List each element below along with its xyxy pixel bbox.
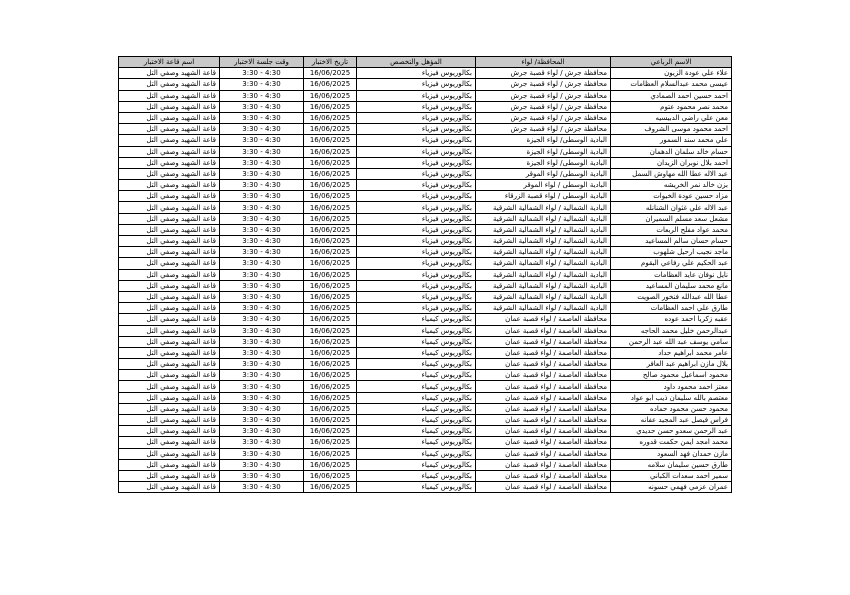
exam-time-cell: 3:30 - 4:30 bbox=[220, 403, 304, 414]
exam-hall-cell: قاعة الشهيد وصفي التل bbox=[119, 224, 220, 235]
qualification-cell: بكالوريوس كيمياء bbox=[357, 325, 476, 336]
exam-date-cell: 16/06/2025 bbox=[304, 415, 357, 426]
table-row bbox=[119, 168, 732, 179]
governorate-cell: البادية الشمالية / لواء الشمالية الشرقية bbox=[476, 269, 611, 280]
exam-hall-cell: قاعة الشهيد وصفي التل bbox=[119, 303, 220, 314]
exam-hall-cell: قاعة الشهيد وصفي التل bbox=[119, 124, 220, 135]
governorate-cell: محافظة العاصمة / لواء قصبة عمان bbox=[476, 370, 611, 381]
table-row bbox=[119, 291, 732, 302]
qualification-cell: بكالوريوس كيمياء bbox=[357, 381, 476, 392]
exam-schedule-table bbox=[118, 56, 732, 493]
exam-time-cell: 3:30 - 4:30 bbox=[220, 157, 304, 168]
governorate-cell: محافظة العاصمة / لواء قصبة عمان bbox=[476, 459, 611, 470]
qualification-cell: بكالوريوس كيمياء bbox=[357, 437, 476, 448]
exam-hall-cell: قاعة الشهيد وصفي التل bbox=[119, 280, 220, 291]
table-row bbox=[119, 303, 732, 314]
exam-hall-cell: قاعة الشهيد وصفي التل bbox=[119, 90, 220, 101]
qualification-cell: بكالوريوس فيزياء bbox=[357, 101, 476, 112]
full-name-cell: عبد الاله عطا الله مهاوش السمل bbox=[611, 168, 732, 179]
table-row bbox=[119, 269, 732, 280]
exam-date-cell: 16/06/2025 bbox=[304, 336, 357, 347]
full-name-cell: ماجد نجيب ارحيل شلهوب bbox=[611, 247, 732, 258]
exam-hall-cell: قاعة الشهيد وصفي التل bbox=[119, 191, 220, 202]
exam-date-cell: 16/06/2025 bbox=[304, 303, 357, 314]
governorate-cell: البادية الشمالية / لواء الشمالية الشرقية bbox=[476, 291, 611, 302]
exam-time-cell: 3:30 - 4:30 bbox=[220, 68, 304, 79]
full-name-cell: محمد عواد مفلح الربعات bbox=[611, 224, 732, 235]
exam-time-cell: 3:30 - 4:30 bbox=[220, 347, 304, 358]
header-governorate: المحافظة/ لواء bbox=[476, 57, 611, 68]
full-name-cell: معن علي راضي الدبيسيه bbox=[611, 112, 732, 123]
qualification-cell: بكالوريوس فيزياء bbox=[357, 124, 476, 135]
exam-time-cell: 3:30 - 4:30 bbox=[220, 202, 304, 213]
exam-hall-cell: قاعة الشهيد وصفي التل bbox=[119, 291, 220, 302]
exam-hall-cell: قاعة الشهيد وصفي التل bbox=[119, 269, 220, 280]
exam-date-cell: 16/06/2025 bbox=[304, 426, 357, 437]
exam-date-cell: 16/06/2025 bbox=[304, 146, 357, 157]
qualification-cell: بكالوريوس فيزياء bbox=[357, 258, 476, 269]
governorate-cell: البادية الشمالية / لواء الشمالية الشرقية bbox=[476, 280, 611, 291]
table-row bbox=[119, 90, 732, 101]
table-row bbox=[119, 381, 732, 392]
table-row bbox=[119, 213, 732, 224]
exam-time-cell: 3:30 - 4:30 bbox=[220, 314, 304, 325]
exam-hall-cell: قاعة الشهيد وصفي التل bbox=[119, 336, 220, 347]
qualification-cell: بكالوريوس فيزياء bbox=[357, 269, 476, 280]
exam-hall-cell: قاعة الشهيد وصفي التل bbox=[119, 135, 220, 146]
table-row bbox=[119, 124, 732, 135]
full-name-cell: طارق حسين سليمان سلامه bbox=[611, 459, 732, 470]
governorate-cell: البادية الشمالية / لواء الشمالية الشرقية bbox=[476, 202, 611, 213]
qualification-cell: بكالوريوس فيزياء bbox=[357, 68, 476, 79]
exam-date-cell: 16/06/2025 bbox=[304, 403, 357, 414]
qualification-cell: بكالوريوس كيمياء bbox=[357, 403, 476, 414]
full-name-cell: حسام خالد سلمان الدهمان bbox=[611, 146, 732, 157]
table-row bbox=[119, 392, 732, 403]
exam-time-cell: 3:30 - 4:30 bbox=[220, 247, 304, 258]
qualification-cell: بكالوريوس كيمياء bbox=[357, 314, 476, 325]
exam-date-cell: 16/06/2025 bbox=[304, 470, 357, 481]
exam-time-cell: 3:30 - 4:30 bbox=[220, 415, 304, 426]
exam-date-cell: 16/06/2025 bbox=[304, 101, 357, 112]
exam-hall-cell: قاعة الشهيد وصفي التل bbox=[119, 359, 220, 370]
table-row bbox=[119, 68, 732, 79]
qualification-cell: بكالوريوس فيزياء bbox=[357, 280, 476, 291]
full-name-cell: احمد محمود موسى الشروف bbox=[611, 124, 732, 135]
exam-date-cell: 16/06/2025 bbox=[304, 247, 357, 258]
full-name-cell: احمد حسين احمد الصمادي bbox=[611, 90, 732, 101]
governorate-cell: محافظة العاصمة / لواء قصبة عمان bbox=[476, 359, 611, 370]
table-row bbox=[119, 448, 732, 459]
qualification-cell: بكالوريوس فيزياء bbox=[357, 79, 476, 90]
exam-date-cell: 16/06/2025 bbox=[304, 191, 357, 202]
governorate-cell: البادية الوسطى/ لواء الجيزة bbox=[476, 146, 611, 157]
governorate-cell: محافظة العاصمة / لواء قصبة عمان bbox=[476, 426, 611, 437]
full-name-cell: فراس فيصل عبد المجيد عفانه bbox=[611, 415, 732, 426]
exam-date-cell: 16/06/2025 bbox=[304, 392, 357, 403]
table-row bbox=[119, 247, 732, 258]
exam-date-cell: 16/06/2025 bbox=[304, 291, 357, 302]
exam-date-cell: 16/06/2025 bbox=[304, 370, 357, 381]
exam-date-cell: 16/06/2025 bbox=[304, 124, 357, 135]
full-name-cell: مزاد حسين عودة الخيوات bbox=[611, 191, 732, 202]
exam-date-cell: 16/06/2025 bbox=[304, 90, 357, 101]
table-row bbox=[119, 202, 732, 213]
table-row bbox=[119, 314, 732, 325]
exam-date-cell: 16/06/2025 bbox=[304, 202, 357, 213]
exam-date-cell: 16/06/2025 bbox=[304, 359, 357, 370]
qualification-cell: بكالوريوس كيمياء bbox=[357, 392, 476, 403]
governorate-cell: البادية الشمالية / لواء الشمالية الشرقية bbox=[476, 236, 611, 247]
exam-date-cell: 16/06/2025 bbox=[304, 448, 357, 459]
qualification-cell: بكالوريوس فيزياء bbox=[357, 303, 476, 314]
exam-date-cell: 16/06/2025 bbox=[304, 269, 357, 280]
exam-time-cell: 3:30 - 4:30 bbox=[220, 359, 304, 370]
qualification-cell: بكالوريوس كيمياء bbox=[357, 482, 476, 493]
exam-hall-cell: قاعة الشهيد وصفي التل bbox=[119, 448, 220, 459]
exam-date-cell: 16/06/2025 bbox=[304, 112, 357, 123]
exam-hall-cell: قاعة الشهيد وصفي التل bbox=[119, 470, 220, 481]
governorate-cell: محافظة العاصمة / لواء قصبة عمان bbox=[476, 314, 611, 325]
exam-time-cell: 3:30 - 4:30 bbox=[220, 224, 304, 235]
table-row bbox=[119, 415, 732, 426]
table-row bbox=[119, 336, 732, 347]
exam-time-cell: 3:30 - 4:30 bbox=[220, 135, 304, 146]
table-row bbox=[119, 191, 732, 202]
governorate-cell: محافظة العاصمة / لواء قصبة عمان bbox=[476, 437, 611, 448]
table-row bbox=[119, 180, 732, 191]
full-name-cell: عقبه زكريا احمد عوده bbox=[611, 314, 732, 325]
governorate-cell: محافظة جرش / لواء قصبة جرش bbox=[476, 112, 611, 123]
exam-time-cell: 3:30 - 4:30 bbox=[220, 101, 304, 112]
full-name-cell: معتز احمد محمود داود bbox=[611, 381, 732, 392]
exam-date-cell: 16/06/2025 bbox=[304, 280, 357, 291]
exam-hall-cell: قاعة الشهيد وصفي التل bbox=[119, 459, 220, 470]
full-name-cell: طارق علي احمد العظامات bbox=[611, 303, 732, 314]
table-row bbox=[119, 403, 732, 414]
table-row bbox=[119, 347, 732, 358]
governorate-cell: محافظة جرش / لواء قصبة جرش bbox=[476, 79, 611, 90]
governorate-cell: البادية الوسطى/ لواء الموقر bbox=[476, 168, 611, 179]
governorate-cell: البادية الشمالية / لواء الشمالية الشرقية bbox=[476, 213, 611, 224]
full-name-cell: مانع محمد سليمان المساعيد bbox=[611, 280, 732, 291]
full-name-cell: علاء علي عودة الزيون bbox=[611, 68, 732, 79]
qualification-cell: بكالوريوس فيزياء bbox=[357, 90, 476, 101]
exam-time-cell: 3:30 - 4:30 bbox=[220, 303, 304, 314]
exam-time-cell: 3:30 - 4:30 bbox=[220, 280, 304, 291]
exam-date-cell: 16/06/2025 bbox=[304, 325, 357, 336]
exam-time-cell: 3:30 - 4:30 bbox=[220, 168, 304, 179]
qualification-cell: بكالوريوس فيزياء bbox=[357, 180, 476, 191]
exam-time-cell: 3:30 - 4:30 bbox=[220, 180, 304, 191]
qualification-cell: بكالوريوس فيزياء bbox=[357, 224, 476, 235]
exam-time-cell: 3:30 - 4:30 bbox=[220, 437, 304, 448]
exam-hall-cell: قاعة الشهيد وصفي التل bbox=[119, 180, 220, 191]
full-name-cell: عيسى محمد عبدالسلام العظامات bbox=[611, 79, 732, 90]
qualification-cell: بكالوريوس فيزياء bbox=[357, 112, 476, 123]
full-name-cell: عبد الرحمن سعدو حسن حديدي bbox=[611, 426, 732, 437]
exam-hall-cell: قاعة الشهيد وصفي التل bbox=[119, 202, 220, 213]
exam-time-cell: 3:30 - 4:30 bbox=[220, 325, 304, 336]
qualification-cell: بكالوريوس كيمياء bbox=[357, 370, 476, 381]
exam-hall-cell: قاعة الشهيد وصفي التل bbox=[119, 437, 220, 448]
governorate-cell: البادية الشمالية / لواء الشمالية الشرقية bbox=[476, 247, 611, 258]
governorate-cell: محافظة العاصمة / لواء قصبة عمان bbox=[476, 482, 611, 493]
governorate-cell: محافظة العاصمة / لواء قصبة عمان bbox=[476, 325, 611, 336]
governorate-cell: محافظة العاصمة / لواء قصبة عمان bbox=[476, 392, 611, 403]
qualification-cell: بكالوريوس فيزياء bbox=[357, 135, 476, 146]
full-name-cell: محمود حسن محمود حماده bbox=[611, 403, 732, 414]
table-row bbox=[119, 325, 732, 336]
table-row bbox=[119, 112, 732, 123]
qualification-cell: بكالوريوس فيزياء bbox=[357, 236, 476, 247]
governorate-cell: محافظة العاصمة / لواء قصبة عمان bbox=[476, 415, 611, 426]
qualification-cell: بكالوريوس فيزياء bbox=[357, 202, 476, 213]
table-row bbox=[119, 470, 732, 481]
exam-hall-cell: قاعة الشهيد وصفي التل bbox=[119, 381, 220, 392]
exam-date-cell: 16/06/2025 bbox=[304, 437, 357, 448]
exam-date-cell: 16/06/2025 bbox=[304, 168, 357, 179]
exam-time-cell: 3:30 - 4:30 bbox=[220, 482, 304, 493]
exam-hall-cell: قاعة الشهيد وصفي التل bbox=[119, 426, 220, 437]
full-name-cell: عطا الله عبدالله فنخور الصويت bbox=[611, 291, 732, 302]
qualification-cell: بكالوريوس فيزياء bbox=[357, 291, 476, 302]
exam-time-cell: 3:30 - 4:30 bbox=[220, 79, 304, 90]
header-exam-time: وقت جلسة الاختبار bbox=[220, 57, 304, 68]
header-exam-hall: اسم قاعة الاختبار bbox=[119, 57, 220, 68]
table-row bbox=[119, 236, 732, 247]
exam-hall-cell: قاعة الشهيد وصفي التل bbox=[119, 314, 220, 325]
governorate-cell: محافظة جرش / لواء قصبة جرش bbox=[476, 124, 611, 135]
full-name-cell: سمير احمد سعدات الكباني bbox=[611, 470, 732, 481]
qualification-cell: بكالوريوس فيزياء bbox=[357, 247, 476, 258]
exam-time-cell: 3:30 - 4:30 bbox=[220, 392, 304, 403]
full-name-cell: عمران عزمي فهمي حسونه bbox=[611, 482, 732, 493]
exam-time-cell: 3:30 - 4:30 bbox=[220, 236, 304, 247]
table-row bbox=[119, 459, 732, 470]
full-name-cell: سامي يوسف عبد الله عبد الرحمن bbox=[611, 336, 732, 347]
full-name-cell: عامر محمد ابراهيم حداد bbox=[611, 347, 732, 358]
full-name-cell: محمد نصر محمود عتوم bbox=[611, 101, 732, 112]
table-row bbox=[119, 135, 732, 146]
exam-date-cell: 16/06/2025 bbox=[304, 180, 357, 191]
qualification-cell: بكالوريوس فيزياء bbox=[357, 168, 476, 179]
exam-time-cell: 3:30 - 4:30 bbox=[220, 191, 304, 202]
table-header-row bbox=[119, 57, 732, 68]
exam-time-cell: 3:30 - 4:30 bbox=[220, 146, 304, 157]
exam-hall-cell: قاعة الشهيد وصفي التل bbox=[119, 247, 220, 258]
exam-date-cell: 16/06/2025 bbox=[304, 79, 357, 90]
exam-date-cell: 16/06/2025 bbox=[304, 68, 357, 79]
exam-hall-cell: قاعة الشهيد وصفي التل bbox=[119, 146, 220, 157]
table-row bbox=[119, 370, 732, 381]
exam-hall-cell: قاعة الشهيد وصفي التل bbox=[119, 101, 220, 112]
exam-date-cell: 16/06/2025 bbox=[304, 224, 357, 235]
exam-date-cell: 16/06/2025 bbox=[304, 213, 357, 224]
governorate-cell: محافظة العاصمة / لواء قصبة عمان bbox=[476, 381, 611, 392]
exam-date-cell: 16/06/2025 bbox=[304, 482, 357, 493]
table-row bbox=[119, 224, 732, 235]
exam-time-cell: 3:30 - 4:30 bbox=[220, 459, 304, 470]
full-name-cell: مشعل سعد مسلم السميران bbox=[611, 213, 732, 224]
exam-date-cell: 16/06/2025 bbox=[304, 459, 357, 470]
governorate-cell: محافظة جرش / لواء قصبة جرش bbox=[476, 90, 611, 101]
qualification-cell: بكالوريوس كيمياء bbox=[357, 470, 476, 481]
qualification-cell: بكالوريوس كيمياء bbox=[357, 459, 476, 470]
table-row bbox=[119, 101, 732, 112]
exam-date-cell: 16/06/2025 bbox=[304, 135, 357, 146]
table-row bbox=[119, 258, 732, 269]
exam-time-cell: 3:30 - 4:30 bbox=[220, 258, 304, 269]
governorate-cell: البادية الوسطى/ لواء الجيزة bbox=[476, 157, 611, 168]
exam-time-cell: 3:30 - 4:30 bbox=[220, 448, 304, 459]
governorate-cell: محافظة العاصمة / لواء قصبة عمان bbox=[476, 336, 611, 347]
exam-hall-cell: قاعة الشهيد وصفي التل bbox=[119, 112, 220, 123]
exam-hall-cell: قاعة الشهيد وصفي التل bbox=[119, 325, 220, 336]
exam-time-cell: 3:30 - 4:30 bbox=[220, 269, 304, 280]
exam-date-cell: 16/06/2025 bbox=[304, 347, 357, 358]
table-row bbox=[119, 79, 732, 90]
exam-hall-cell: قاعة الشهيد وصفي التل bbox=[119, 415, 220, 426]
exam-time-cell: 3:30 - 4:30 bbox=[220, 90, 304, 101]
table-row bbox=[119, 280, 732, 291]
exam-time-cell: 3:30 - 4:30 bbox=[220, 112, 304, 123]
exam-hall-cell: قاعة الشهيد وصفي التل bbox=[119, 403, 220, 414]
qualification-cell: بكالوريوس فيزياء bbox=[357, 157, 476, 168]
exam-date-cell: 16/06/2025 bbox=[304, 236, 357, 247]
full-name-cell: معتصم بالله سليمان ذيب ابو عواد bbox=[611, 392, 732, 403]
exam-hall-cell: قاعة الشهيد وصفي التل bbox=[119, 68, 220, 79]
exam-time-cell: 3:30 - 4:30 bbox=[220, 470, 304, 481]
qualification-cell: بكالوريوس فيزياء bbox=[357, 146, 476, 157]
exam-hall-cell: قاعة الشهيد وصفي التل bbox=[119, 392, 220, 403]
governorate-cell: البادية الشمالية / لواء الشمالية الشرقية bbox=[476, 258, 611, 269]
exam-time-cell: 3:30 - 4:30 bbox=[220, 124, 304, 135]
exam-time-cell: 3:30 - 4:30 bbox=[220, 291, 304, 302]
full-name-cell: نايل نوفان عايد العظامات bbox=[611, 269, 732, 280]
qualification-cell: بكالوريوس كيمياء bbox=[357, 415, 476, 426]
exam-time-cell: 3:30 - 4:30 bbox=[220, 336, 304, 347]
qualification-cell: بكالوريوس فيزياء bbox=[357, 191, 476, 202]
table-row bbox=[119, 359, 732, 370]
table-row bbox=[119, 482, 732, 493]
qualification-cell: بكالوريوس كيمياء bbox=[357, 347, 476, 358]
header-exam-date: تاريخ الاختبار bbox=[304, 57, 357, 68]
governorate-cell: محافظة العاصمة / لواء قصبة عمان bbox=[476, 347, 611, 358]
qualification-cell: بكالوريوس كيمياء bbox=[357, 336, 476, 347]
exam-hall-cell: قاعة الشهيد وصفي التل bbox=[119, 370, 220, 381]
table-row bbox=[119, 426, 732, 437]
table-row bbox=[119, 437, 732, 448]
qualification-cell: بكالوريوس فيزياء bbox=[357, 213, 476, 224]
governorate-cell: البادية الشمالية / لواء الشمالية الشرقية bbox=[476, 303, 611, 314]
governorate-cell: البادية الوسطى / لواء قصبة الزرقاء bbox=[476, 191, 611, 202]
exam-time-cell: 3:30 - 4:30 bbox=[220, 370, 304, 381]
exam-hall-cell: قاعة الشهيد وصفي التل bbox=[119, 79, 220, 90]
governorate-cell: محافظة جرش / لواء قصبة جرش bbox=[476, 101, 611, 112]
governorate-cell: محافظة العاصمة / لواء قصبة عمان bbox=[476, 470, 611, 481]
exam-date-cell: 16/06/2025 bbox=[304, 157, 357, 168]
governorate-cell: محافظة العاصمة / لواء قصبة عمان bbox=[476, 403, 611, 414]
full-name-cell: بلال مازن ابراهيم عبد العافر bbox=[611, 359, 732, 370]
exam-time-cell: 3:30 - 4:30 bbox=[220, 381, 304, 392]
full-name-cell: محمد امجد ايمن حكمت قدوره bbox=[611, 437, 732, 448]
exam-time-cell: 3:30 - 4:30 bbox=[220, 426, 304, 437]
exam-hall-cell: قاعة الشهيد وصفي التل bbox=[119, 157, 220, 168]
qualification-cell: بكالوريوس كيمياء bbox=[357, 359, 476, 370]
full-name-cell: حسام حسان سالم المساعيد bbox=[611, 236, 732, 247]
exam-date-cell: 16/06/2025 bbox=[304, 258, 357, 269]
header-full-name: الاسم الرباعي bbox=[611, 57, 732, 68]
exam-time-cell: 3:30 - 4:30 bbox=[220, 213, 304, 224]
qualification-cell: بكالوريوس كيمياء bbox=[357, 448, 476, 459]
full-name-cell: علي محمد سند السمور bbox=[611, 135, 732, 146]
governorate-cell: البادية الوسطى/ لواء الجيزة bbox=[476, 135, 611, 146]
qualification-cell: بكالوريوس كيمياء bbox=[357, 426, 476, 437]
governorate-cell: محافظة جرش / لواء قصبة جرش bbox=[476, 68, 611, 79]
exam-hall-cell: قاعة الشهيد وصفي التل bbox=[119, 347, 220, 358]
full-name-cell: مازن حمدان فهد السعود bbox=[611, 448, 732, 459]
table-row bbox=[119, 157, 732, 168]
table-row bbox=[119, 146, 732, 157]
exam-hall-cell: قاعة الشهيد وصفي التل bbox=[119, 482, 220, 493]
full-name-cell: عبدالرحمن خليل محمد الحاجه bbox=[611, 325, 732, 336]
governorate-cell: محافظة العاصمة / لواء قصبة عمان bbox=[476, 448, 611, 459]
exam-hall-cell: قاعة الشهيد وصفي التل bbox=[119, 258, 220, 269]
governorate-cell: البادية الوسطى / لواء الموقر bbox=[476, 180, 611, 191]
full-name-cell: عبد الاله علي غثوان الشنانله bbox=[611, 202, 732, 213]
header-qualification: المؤهل والتخصص bbox=[357, 57, 476, 68]
full-name-cell: محمود اسماعيل محمود صالح bbox=[611, 370, 732, 381]
full-name-cell: احمد بلال نوبران الزيدان bbox=[611, 157, 732, 168]
full-name-cell: عبد الحكيم علي رفاعي البقوم bbox=[611, 258, 732, 269]
exam-date-cell: 16/06/2025 bbox=[304, 314, 357, 325]
governorate-cell: البادية الشمالية / لواء الشمالية الشرقية bbox=[476, 224, 611, 235]
exam-hall-cell: قاعة الشهيد وصفي التل bbox=[119, 213, 220, 224]
exam-date-cell: 16/06/2025 bbox=[304, 381, 357, 392]
exam-hall-cell: قاعة الشهيد وصفي التل bbox=[119, 168, 220, 179]
full-name-cell: بزن خالد نمر الخريشه bbox=[611, 180, 732, 191]
exam-hall-cell: قاعة الشهيد وصفي التل bbox=[119, 236, 220, 247]
